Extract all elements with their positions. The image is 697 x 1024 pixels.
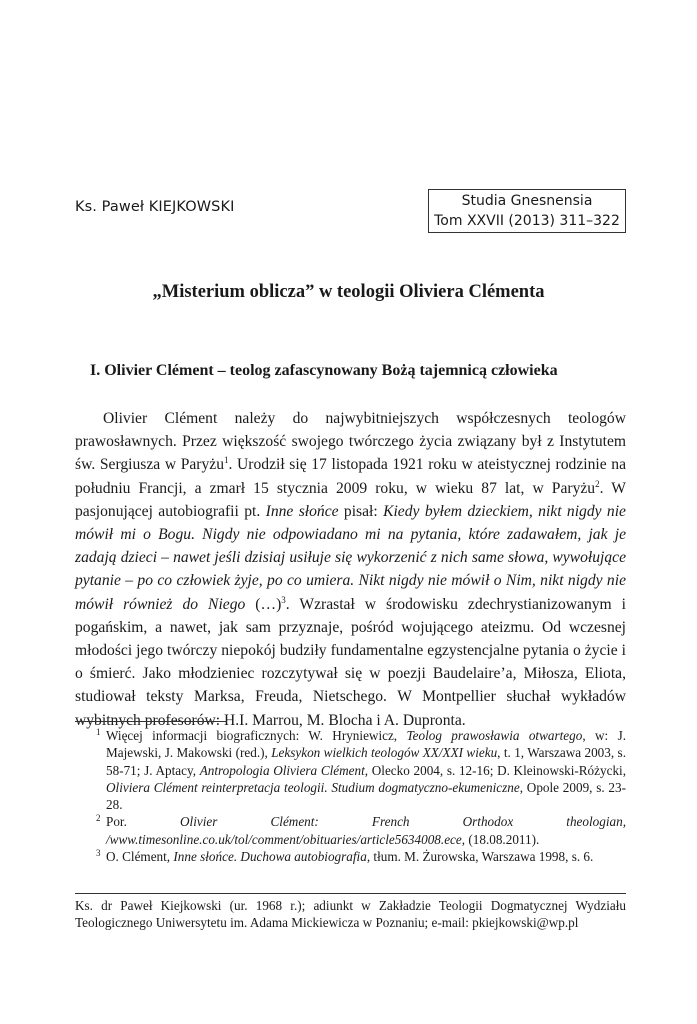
author-note: Ks. dr Paweł Kiejkowski (ur. 1968 r.); adiunkt w Zakładzie Teologii Dogmatycznej Wydziału Teologicznego Uniwersytetu im. Adama Mickiewicza w Poznaniu; e-mail: pkiejkowski@wp.pl (75, 898, 626, 931)
footnote-ref: 2 (595, 478, 600, 489)
article-title: „Misterium oblicza” w teologii Oliviera Clémenta (152, 282, 545, 302)
book-title: Inne słońce (265, 502, 339, 520)
body-paragraph: Olivier Clément należy do najwybitniejszych współczesnych teologów prawosławnych. Przez większość swojego twórczego życia związany był z Instytutem św. Sergiusza w Paryżu$^1$. Urodził się 17 listopada 1921 roku w ateistycznej rodzinie na południu Francji, a zmarł 15 stycznia 2009 roku, w wieku 87 lat, w Paryżu$^2$. W pasjonującej autobiografii pt. Inne słońce pisał: Kiedy byłem dzieckiem, nikt nigdy nie mówił mi o Bogu. Nigdy nie odpowiadano mi na pytania, które zadawałem, jak je zadają dzieci – nawet jeśli dzisiaj usiłuje się wykorzenić z nich same słowa, wywołujące pytanie – po co człowiek żyje, po co umiera. Nikt nigdy nie mówił o Nim, nikt nigdy nie mówił również do Niego (…)$^3$. Wzrastał w środowisku zdechrystianizowanym i pogańskim, a nawet, jak sam przyznaje, pośród wojującego ateizmu. Od wczesnej młodości jego twórczy niepokój budziły fundamentalne egzystencjalne pytania o życie i o śmierć. Jako młodzieniec rozczytywał się w poezji Baudelaire’a, Miłosza, Eliota, studiował teksty Marksa, Freuda, Nietschego. W Montpellier słuchał wykładów wybitnych profesorów: H.I. Marrou, M. Blocha i A. Dupronta. (75, 410, 627, 729)
author-name: Ks. Paweł KIEJKOWSKI (75, 199, 235, 215)
quotation: Kiedy byłem dzieckiem, nikt nigdy nie mówił mi o Bogu. Nigdy nie odpowiadano mi na pytania, które zadawałem, jak je zadają dzieci – nawet jeśli dzisiaj usiłuje się wykorzenić z nich same słowa, wywołujące pytanie – po co człowiek żyje, po co umiera. Nikt nigdy nie mówił o Nim, nikt nigdy nie mówił również do Niego (75, 502, 626, 613)
footnote-2: $^2$ Por. Olivier Clément: French Orthodox theologian, /www.timesonline.co.uk/tol/comment/obituaries/article5634008.ece, (18.08.2011). (96, 813, 627, 847)
footnote-3: $^3$ O. Clément, Inne słońce. Duchowa autobiografia, tłum. M. Żurowska, Warszawa 1998, s. 6. (96, 847, 594, 865)
journal-name: Studia Gnesnensia (461, 193, 593, 209)
footnote-ref: 1 (224, 455, 229, 466)
footnote-divider (75, 721, 227, 722)
body-text (75, 407, 626, 732)
journal-volume: Tom XXVII (2013) 311–322 (434, 213, 620, 229)
footnote-ref: 3 (281, 594, 286, 605)
footnote-1: $^1$ Więcej informacji biograficznych: W. Hryniewicz, Teolog prawosławia otwartego, w: J. Majewski, J. Makowski (red.), Leksykon wielkich teologów XX/XXI wieku, t. 1, Warszawa 2003, s. 58-71; J. Aptacy, Antropologia Oliviera Clément, Olecko 2004, s. 12-16; D. Kleinowski-Różycki, Oliviera Clément reinterpretacja teologii. Studium dogmatyczno-ekumeniczne, Opole 2009, s. 23-28. (96, 726, 627, 813)
footnotes (96, 727, 626, 865)
journal-info-box (428, 189, 626, 233)
author-note-divider (75, 893, 626, 894)
section-heading: I. Olivier Clément – teolog zafascynowany Bożą tajemnicą człowieka (90, 362, 558, 379)
